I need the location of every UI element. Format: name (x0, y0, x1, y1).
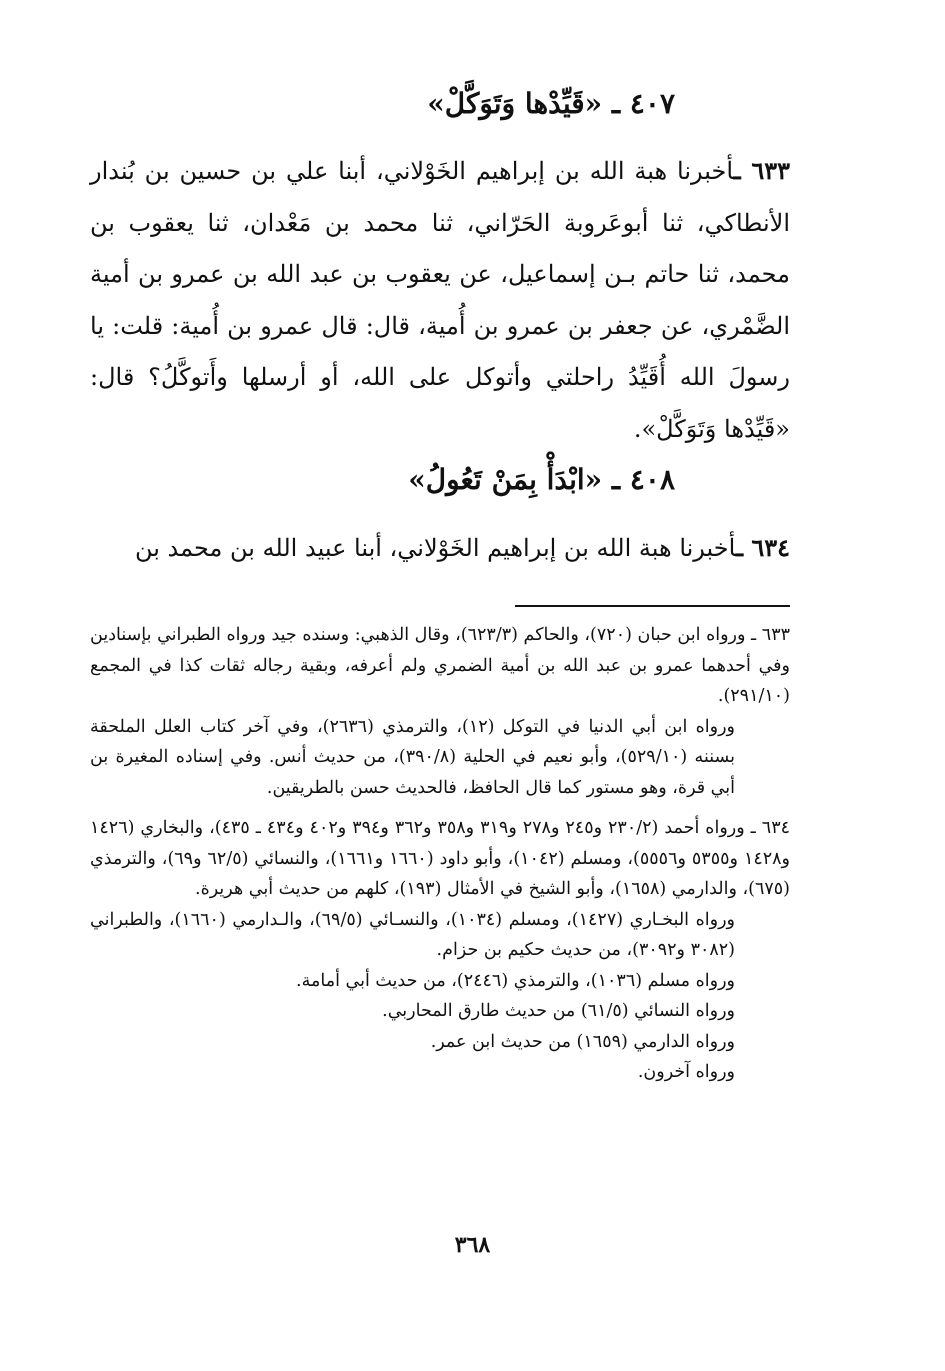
footnote-634-tariq: ورواه النسائي (٦١/٥) من حديث طارق المحاربي. (382, 1001, 735, 1021)
hadith-text: أخبرنا هبة الله بن إبراهيم الخَوْلاني، أبنا علي بن حسين بن بُندار الأنطاكي، ثنا أبوعَروبة الحَرّاني، ثنا محمد بن مَعْدان، ثنا يعقوب بن محمد، ثنا حاتم بـن إسماعيل، عن يعقوب بن عبد الله بن عمرو بن أمية الضَّمْري، عن جعفر بن عمرو بن أُمية، قال: قال عمرو بن أُمية: قلت: يا رسولَ الله أُقَيِّدُ راحلتي وأتوكل على الله، أو أرسلها وأَتوكَّلُ؟ قال: «قَيِّدْها وَتَوَكَّلْ». (90, 157, 790, 443)
section-heading-408: ٤٠٨ ـ «ابْدَأْ بِمَنْ تَعُولُ» (408, 463, 675, 496)
footnote-634-hakim: ورواه البخـاري (١٤٢٧)، ومسلم (١٠٣٤)، والنسـائي (٦٩/٥)، والـدارمي (١٦٦٠)، والطبراني (٣٠٨٢ و٣٠٩٢)، من حديث حكيم بن حزام. (90, 909, 735, 960)
footnote-separator (515, 605, 790, 607)
page-number: ٣٦٨ (454, 1232, 491, 1258)
hadith-text: أخبرنا هبة الله بن إبراهيم الخَوْلاني، أبنا عبيد الله بن محمد بن (134, 534, 736, 562)
hadith-number: ٦٣٤ ـ (735, 533, 790, 562)
footnote-633-additional: ورواه ابن أبي الدنيا في التوكل (١٢)، والترمذي (٢٦٣٦)، وفي آخر كتاب العلل الملحقة بسننه (٥٢٩/١٠)، وأبو نعيم في الحلية (٣٩٠/٨)، من حديث أنس. وفي إسناده المغيرة بن أبي قرة، وهو مستور كما قال الحافظ، فالحديث حسن بالطريقين. (90, 716, 735, 798)
footnote-634-ibn-umar: ورواه الدارمي (١٦٥٩) من حديث ابن عمر. (430, 1031, 735, 1052)
section-heading-407: ٤٠٧ ـ «قَيِّدْها وَتَوَكَّلْ» (427, 87, 675, 120)
hadith-634-paragraph (90, 522, 790, 575)
footnote-634-others: ورواه آخرون. (637, 1062, 735, 1082)
footnotes (90, 620, 790, 1088)
footnote-634-abu-umama: ورواه مسلم (١٠٣٦)، والترمذي (٢٤٤٦)، من حديث أبي أمامة. (296, 970, 735, 991)
hadith-633-paragraph (90, 145, 790, 455)
hadith-number: ٦٣٣ ـ (733, 156, 790, 185)
footnote-634-main: ٦٣٤ ـ ورواه أحمد (٢٣٠/٢ و٢٤٥ و٢٧٨ و٣١٩ و٣٥٨ و٣٦٢ و٣٩٤ و٤٠٢ و٤٣٤ ـ ٤٣٥)، والبخاري (١٤٢٦ و١٤٢٨ و٥٣٥٥ و٥٥٥٦)، ومسلم (١٠٤٢)، وأبو داود (١٦٦٠ و١٦٦١)، والنسائي (٦٢/٥ و٦٩)، والترمذي (٦٧٥)، والدارمي (١٦٥٨)، وأبو الشيخ في الأمثال (١٩٣)، كلهم من حديث أبي هريرة. (90, 818, 790, 899)
footnote-633-main: ٦٣٣ ـ ورواه ابن حبان (٧٢٠)، والحاكم (٦٢٣/٣)، وقال الذهبي: وسنده جيد ورواه الطبراني بإسنادين وفي أحدهما عمرو بن عبد الله بن أمية الضمري ولم أعرفه، وبقية رجاله ثقات كذا في المجمع (٢٩١/١٠). (90, 625, 790, 706)
